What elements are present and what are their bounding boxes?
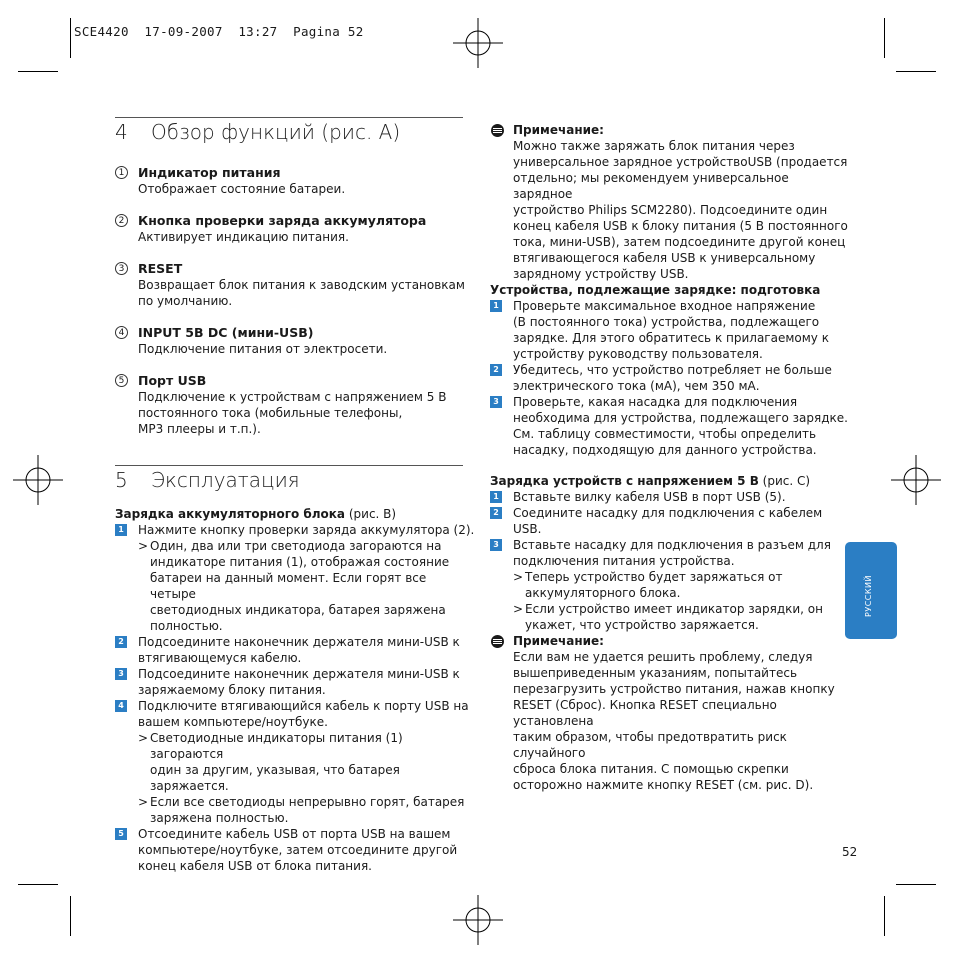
steps-list — [490, 298, 850, 458]
step-line: 3 Проверьте, какая насадка для подключения — [490, 394, 850, 410]
feature-title: Индикатор питания — [138, 165, 281, 180]
step-line: 1 Нажмите кнопку проверки заряда аккумулятора (2). — [115, 522, 475, 538]
registration-mark-left — [13, 455, 63, 505]
note-block — [490, 633, 850, 793]
step-number-badge: 1 — [490, 491, 502, 503]
note-line: таким образом, чтобы предотвратить риск случайного — [513, 730, 787, 760]
step-line: 1 Проверьте максимальное входное напряжение — [490, 298, 850, 314]
page-number: 52 — [842, 845, 858, 859]
feature-item — [115, 373, 475, 437]
result-line: полностью. — [150, 619, 223, 633]
step-line: заряжаемому блоку питания. — [138, 683, 326, 697]
feature-desc: MP3 плееры и т.п.). — [138, 422, 261, 436]
step-number-badge: 1 — [115, 524, 127, 536]
language-tab-label: РУССКИЙ — [864, 574, 873, 617]
step-number-badge: 3 — [490, 396, 502, 408]
note-line: устройство Philips SCM2280). Подсоедините один — [513, 203, 828, 217]
arrow-marker: > — [138, 795, 149, 809]
result-line: аккумуляторного блока. — [525, 586, 681, 600]
note-heading: Примечание: — [490, 633, 850, 649]
result-line: светодиодных индикатора, батарея заряжена — [150, 603, 446, 617]
block-heading: Зарядка устройств с напряжением 5 В (рис. C) — [490, 474, 811, 488]
callout-number: 5 — [115, 374, 128, 387]
step-number-badge: 4 — [115, 700, 127, 712]
step-line: насадку, подходящую для данного устройства. — [513, 443, 817, 457]
feature-desc: Активирует индикацию питания. — [138, 230, 349, 244]
feature-item — [115, 213, 475, 245]
result-line: заряжена полностью. — [150, 811, 289, 825]
feature-item — [115, 261, 475, 309]
feature-desc: постоянного тока (мобильные телефоны, — [138, 406, 403, 420]
step-line: втягивающемуся кабелю. — [138, 651, 302, 665]
note-text — [490, 649, 850, 793]
result-line: > Если все светодиоды непрерывно горят, батарея — [138, 795, 465, 809]
registration-mark-bottom — [453, 895, 503, 945]
step-number-badge: 2 — [115, 636, 127, 648]
step-line: вашем компьютере/ноутбуке. — [138, 715, 328, 729]
block-heading: Устройства, подлежащие зарядке: подготовка — [490, 283, 821, 297]
crop-mark — [70, 896, 71, 936]
section-4-title — [115, 120, 400, 144]
note-line: Можно также заряжать блок питания через — [513, 139, 795, 153]
note-line: отдельно; мы рекомендуем универсальное зарядное — [513, 171, 789, 201]
feature-title: RESET — [138, 261, 183, 276]
feature-desc: Подключение питания от электросети. — [138, 342, 388, 356]
section-rule — [115, 465, 463, 466]
feature-desc: Подключение к устройствам с напряжением 5 В — [138, 390, 447, 404]
feature-title: Порт USB — [138, 373, 207, 388]
result-line: один за другим, указывая, что батарея заряжается. — [150, 763, 400, 793]
feature-desc: по умолчанию. — [138, 294, 233, 308]
step-line: (В постоянного тока) устройства, подлежащего — [513, 315, 820, 329]
section-rule — [115, 117, 463, 118]
step-number-badge: 5 — [115, 828, 127, 840]
section-title-text: Обзор функций (рис. A) — [151, 120, 401, 144]
steps-list — [115, 522, 475, 874]
callout-number: 1 — [115, 166, 128, 179]
note-line: втягивающегося кабеля USB к универсальному — [513, 251, 816, 265]
section-number: 5 — [115, 468, 128, 492]
step-line: См. таблицу совместимости, чтобы определить — [513, 427, 817, 441]
crop-mark — [896, 71, 936, 72]
note-line: универсальное зарядное устройствоUSB (продается — [513, 155, 848, 169]
note-line: вышеприведенным указаниям, попытайтесь — [513, 666, 798, 680]
crop-mark — [18, 71, 58, 72]
result-line: > Один, два или три светодиода загораются на — [138, 539, 442, 553]
note-line: зарядному устройству USB. — [513, 267, 689, 281]
step-line: компьютере/ноутбуке, затем отсоедините другой — [138, 843, 458, 857]
section-5-title — [115, 468, 300, 492]
step-line: 4 Подключите втягивающийся кабель к порту USB на — [115, 698, 475, 714]
note-line: осторожно нажмите кнопку RESET (см. рис. D). — [513, 778, 814, 792]
preparation-block — [490, 282, 850, 458]
feature-item — [115, 325, 475, 357]
crop-mark — [18, 884, 58, 885]
result-line: > Теперь устройство будет заряжаться от — [513, 570, 783, 584]
callout-number: 2 — [115, 214, 128, 227]
step-number-badge: 3 — [490, 539, 502, 551]
step-line: 1 Вставьте вилку кабеля USB в порт USB (5). — [490, 489, 850, 505]
charging-battery-block — [115, 506, 475, 874]
result-line: батареи на данный момент. Если горят все четыре — [150, 571, 427, 601]
arrow-marker: > — [138, 539, 149, 553]
step-line: устройству руководству пользователя. — [513, 347, 763, 361]
note-line: перезагрузить устройство питания, нажав кнопку — [513, 682, 835, 696]
registration-mark-right — [891, 455, 941, 505]
feature-title: Кнопка проверки заряда аккумулятора — [138, 213, 427, 228]
callout-number: 4 — [115, 326, 128, 339]
note-line: сброса блока питания. С помощью скрепки — [513, 762, 789, 776]
feature-desc: Возвращает блок питания к заводским установкам — [138, 278, 465, 292]
note-line: Если вам не удается решить проблему, следуя — [513, 650, 813, 664]
note-text — [490, 138, 850, 282]
steps-list — [490, 489, 850, 633]
arrow-marker: > — [138, 731, 149, 745]
feature-desc: Отображает состояние батареи. — [138, 182, 346, 196]
step-line: 3 Вставьте насадку для подключения в разъем для — [490, 537, 850, 553]
note-icon — [491, 635, 504, 648]
step-line: электрического тока (мА), чем 350 мА. — [513, 379, 760, 393]
step-line: 3 Подсоедините наконечник держателя мини-USB к — [115, 666, 475, 682]
step-line: 5 Отсоедините кабель USB от порта USB на вашем — [115, 826, 475, 842]
note-line: RESET (Сброс). Кнопка RESET специально установлена — [513, 698, 777, 728]
note-line: конец кабеля USB к блоку питания (5 В постоянного — [513, 219, 848, 233]
crop-mark — [70, 18, 71, 58]
result-line: укажет, что устройство заряжается. — [525, 618, 759, 632]
note-icon — [491, 124, 504, 137]
callout-number: 3 — [115, 262, 128, 275]
registration-mark-top — [453, 18, 503, 68]
step-number-badge: 2 — [490, 364, 502, 376]
crop-mark — [884, 896, 885, 936]
arrow-marker: > — [513, 570, 524, 584]
step-line: необходима для устройства, подлежащего зарядке. — [513, 411, 848, 425]
note-block — [490, 122, 850, 282]
step-line: 2 Подсоедините наконечник держателя мини-USB к — [115, 634, 475, 650]
step-line: зарядке. Для этого обратитесь к прилагаемому к — [513, 331, 829, 345]
step-number-badge: 2 — [490, 507, 502, 519]
feature-title: INPUT 5В DC (мини-USB) — [138, 325, 314, 340]
step-line: подключения питания устройства. — [513, 554, 735, 568]
note-heading: Примечание: — [490, 122, 850, 138]
result-line: > Если устройство имеет индикатор зарядки, он — [513, 602, 823, 616]
crop-mark — [896, 884, 936, 885]
step-number-badge: 1 — [490, 300, 502, 312]
crop-mark — [884, 18, 885, 58]
step-line: конец кабеля USB от блока питания. — [138, 859, 372, 873]
result-line: > Светодиодные индикаторы питания (1) загораются — [138, 731, 403, 761]
arrow-marker: > — [513, 602, 524, 616]
language-tab — [845, 542, 897, 639]
feature-item — [115, 165, 475, 197]
step-line: 2 Убедитесь, что устройство потребляет не больше — [490, 362, 850, 378]
step-line: 2 Соедините насадку для подключения с кабелем USB. — [490, 505, 850, 537]
section-number: 4 — [115, 120, 128, 144]
step-number-badge: 3 — [115, 668, 127, 680]
charge-5v-block — [490, 473, 850, 633]
note-line: тока, мини-USB), затем подсоедините другой конец — [513, 235, 846, 249]
print-slug: SCE4420 17-09-2007 13:27 Pagina 52 — [74, 24, 364, 39]
block-heading: Зарядка аккумуляторного блока (рис. B) — [115, 507, 397, 521]
section-title-text: Эксплуатация — [151, 468, 300, 492]
result-line: индикаторе питания (1), отображая состояние — [150, 555, 450, 569]
